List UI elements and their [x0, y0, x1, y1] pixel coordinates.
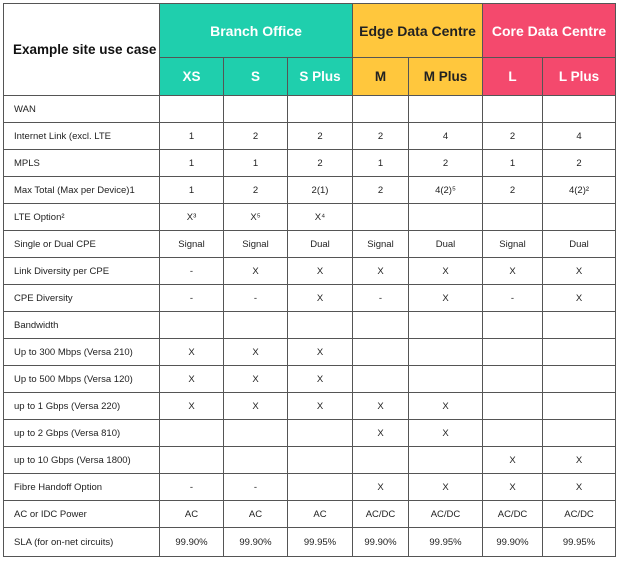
table-cell	[483, 420, 543, 447]
table-cell	[224, 96, 288, 123]
table-cell: 1	[160, 177, 224, 204]
table-cell: -	[224, 285, 288, 312]
table-cell: X	[409, 393, 483, 420]
table-cell: X	[160, 339, 224, 366]
table-cell: AC/DC	[409, 501, 483, 528]
tier-header-xs: XS	[160, 58, 224, 96]
table-cell: AC	[160, 501, 224, 528]
row-label: Up to 300 Mbps (Versa 210)	[4, 339, 160, 366]
table-cell	[160, 420, 224, 447]
table-cell: 99.95%	[288, 528, 353, 557]
table-cell	[409, 447, 483, 474]
table-cell: X	[409, 258, 483, 285]
table-cell: -	[353, 285, 409, 312]
table-cell	[288, 96, 353, 123]
table-cell: -	[160, 474, 224, 501]
table-cell	[288, 447, 353, 474]
table-cell: -	[483, 285, 543, 312]
table-cell	[483, 204, 543, 231]
table-cell: 2	[353, 177, 409, 204]
table-cell: 1	[160, 150, 224, 177]
table-row	[4, 447, 616, 474]
table-cell: 4	[409, 123, 483, 150]
table-cell: 2	[224, 177, 288, 204]
tier-header-m: M	[353, 58, 409, 96]
table-row	[4, 150, 616, 177]
tier-header-m-plus: M Plus	[409, 58, 483, 96]
row-label: Fibre Handoff Option	[4, 474, 160, 501]
table-cell	[543, 393, 616, 420]
table-cell: X	[353, 474, 409, 501]
table-cell: -	[160, 285, 224, 312]
table-cell: X	[483, 447, 543, 474]
table-cell	[409, 96, 483, 123]
table-cell: 1	[483, 150, 543, 177]
table-row	[4, 177, 616, 204]
row-label: CPE Diversity	[4, 285, 160, 312]
table-cell: 1	[353, 150, 409, 177]
table-row	[4, 123, 616, 150]
table-cell: 1	[160, 123, 224, 150]
table-cell: 2	[353, 123, 409, 150]
table-cell: Signal	[483, 231, 543, 258]
table-cell	[353, 339, 409, 366]
category-row	[4, 312, 616, 339]
table-cell	[483, 393, 543, 420]
table-cell: 2	[543, 150, 616, 177]
row-label: Link Diversity per CPE	[4, 258, 160, 285]
row-label: MPLS	[4, 150, 160, 177]
table-cell: X	[160, 366, 224, 393]
site-use-case-table	[3, 3, 616, 557]
table-cell: 99.90%	[483, 528, 543, 557]
table-cell: 99.90%	[224, 528, 288, 557]
table-cell	[543, 339, 616, 366]
table-cell: 2	[483, 123, 543, 150]
table-cell: X⁴	[288, 204, 353, 231]
table-cell: -	[160, 258, 224, 285]
table-cell	[353, 312, 409, 339]
tier-header-l-plus: L Plus	[543, 58, 616, 96]
table-cell	[543, 366, 616, 393]
table-title: Example site use case	[4, 4, 160, 96]
table-cell: X	[224, 258, 288, 285]
table-cell: AC	[288, 501, 353, 528]
table-row	[4, 501, 616, 528]
table-cell: X	[353, 258, 409, 285]
table-cell	[409, 339, 483, 366]
table-cell	[224, 312, 288, 339]
table-cell: X	[409, 285, 483, 312]
table-cell: X	[288, 258, 353, 285]
category-label: Bandwidth	[4, 312, 160, 339]
table-cell: X⁵	[224, 204, 288, 231]
table-cell: X	[483, 258, 543, 285]
table-cell: Signal	[224, 231, 288, 258]
table-cell	[160, 447, 224, 474]
row-label: Up to 500 Mbps (Versa 120)	[4, 366, 160, 393]
row-label: AC or IDC Power	[4, 501, 160, 528]
table-cell: 2(1)	[288, 177, 353, 204]
category-row	[4, 96, 616, 123]
table-cell	[543, 204, 616, 231]
category-label: WAN	[4, 96, 160, 123]
table-row	[4, 339, 616, 366]
table-cell	[353, 447, 409, 474]
table-cell: X	[288, 366, 353, 393]
table-cell: X	[543, 258, 616, 285]
table-row	[4, 393, 616, 420]
table-cell: 2	[288, 123, 353, 150]
table-cell	[160, 96, 224, 123]
table-cell	[483, 96, 543, 123]
table-cell: X	[353, 420, 409, 447]
table-row	[4, 231, 616, 258]
row-label: LTE Option²	[4, 204, 160, 231]
row-label: up to 10 Gbps (Versa 1800)	[4, 447, 160, 474]
table-cell	[409, 204, 483, 231]
table-cell: 2	[224, 123, 288, 150]
tier-header-l: L	[483, 58, 543, 96]
row-label: up to 2 Gbps (Versa 810)	[4, 420, 160, 447]
table-cell: Signal	[160, 231, 224, 258]
table-cell: Signal	[353, 231, 409, 258]
table-cell: -	[224, 474, 288, 501]
table-cell	[483, 366, 543, 393]
table-cell	[288, 474, 353, 501]
table-cell: 4(2)²	[543, 177, 616, 204]
table-row	[4, 420, 616, 447]
table-cell	[483, 312, 543, 339]
table-cell	[543, 420, 616, 447]
group-header-row	[4, 4, 616, 58]
table-cell: X	[543, 285, 616, 312]
table-cell: 2	[409, 150, 483, 177]
group-header-edge-data-centre: Edge Data Centre	[353, 4, 483, 58]
table-cell: 99.90%	[353, 528, 409, 557]
table-cell: X	[160, 393, 224, 420]
table-cell: 2	[483, 177, 543, 204]
table-row	[4, 474, 616, 501]
table-cell: 4	[543, 123, 616, 150]
group-header-branch-office: Branch Office	[160, 4, 353, 58]
table-row	[4, 285, 616, 312]
tier-header-s: S	[224, 58, 288, 96]
table-row	[4, 204, 616, 231]
table-cell: X	[288, 339, 353, 366]
table-cell: X	[543, 447, 616, 474]
table-row	[4, 258, 616, 285]
row-label: SLA (for on-net circuits)	[4, 528, 160, 557]
table-cell	[353, 366, 409, 393]
table-cell: X	[288, 285, 353, 312]
table-cell: Dual	[543, 231, 616, 258]
table-cell: AC/DC	[353, 501, 409, 528]
table-cell	[543, 312, 616, 339]
row-label: Internet Link (excl. LTE	[4, 123, 160, 150]
table-cell: X	[224, 339, 288, 366]
table-cell	[409, 312, 483, 339]
table-cell	[224, 420, 288, 447]
table-cell: Dual	[409, 231, 483, 258]
table-row	[4, 528, 616, 557]
row-label: up to 1 Gbps (Versa 220)	[4, 393, 160, 420]
table-cell: X³	[160, 204, 224, 231]
table-cell	[409, 366, 483, 393]
table-cell	[288, 312, 353, 339]
table-cell: X	[409, 474, 483, 501]
table-cell: X	[224, 393, 288, 420]
row-label: Max Total (Max per Device)1	[4, 177, 160, 204]
group-header-core-data-centre: Core Data Centre	[483, 4, 616, 58]
table-cell: 99.90%	[160, 528, 224, 557]
table-cell	[160, 312, 224, 339]
table-cell	[224, 447, 288, 474]
table-cell	[288, 420, 353, 447]
table-row	[4, 366, 616, 393]
table-cell: X	[483, 474, 543, 501]
table-cell: 1	[224, 150, 288, 177]
table-cell: AC/DC	[483, 501, 543, 528]
table-cell	[353, 204, 409, 231]
table-cell	[353, 96, 409, 123]
table-cell: X	[409, 420, 483, 447]
table-cell	[543, 96, 616, 123]
row-label: Single or Dual CPE	[4, 231, 160, 258]
table-cell: 99.95%	[409, 528, 483, 557]
table-cell: X	[288, 393, 353, 420]
table-cell: X	[543, 474, 616, 501]
table-cell: AC	[224, 501, 288, 528]
table-cell: 99.95%	[543, 528, 616, 557]
table-cell: AC/DC	[543, 501, 616, 528]
table-cell: X	[224, 366, 288, 393]
table-cell	[483, 339, 543, 366]
table-cell: X	[353, 393, 409, 420]
tier-header-s-plus: S Plus	[288, 58, 353, 96]
table-cell: Dual	[288, 231, 353, 258]
table-cell: 2	[288, 150, 353, 177]
table-cell: 4(2)⁵	[409, 177, 483, 204]
